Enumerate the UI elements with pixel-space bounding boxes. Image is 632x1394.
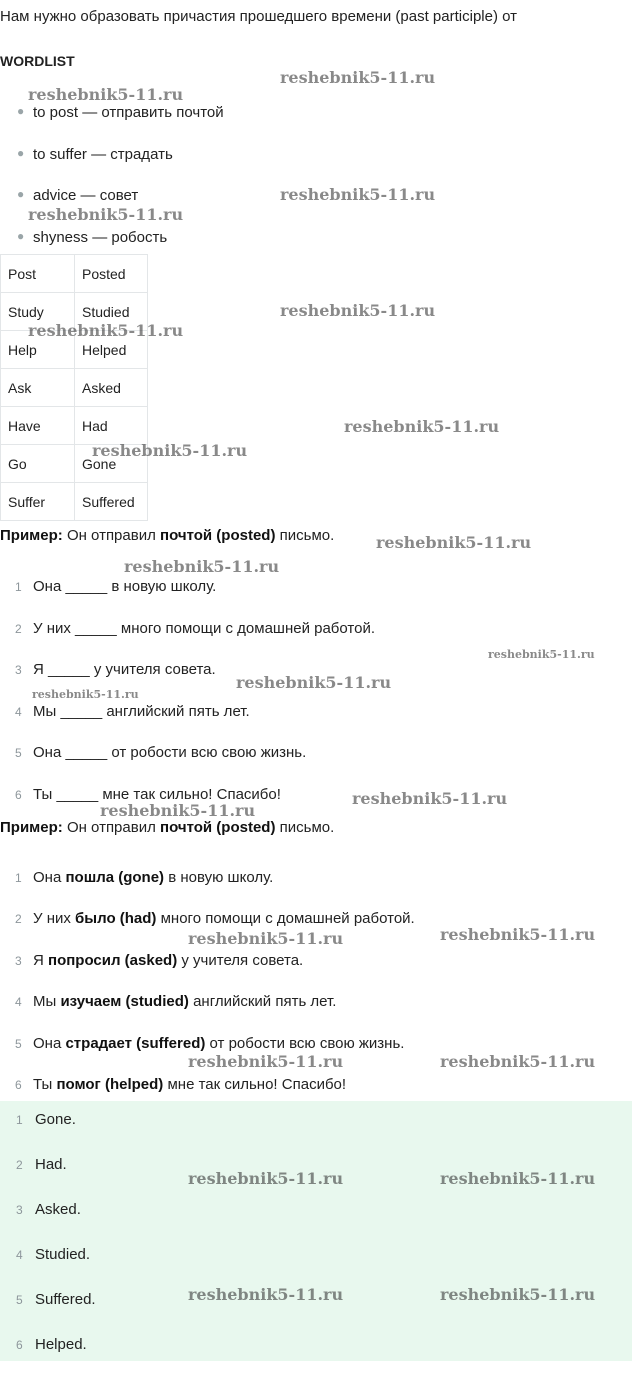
item-number: 6 (15, 1078, 22, 1092)
watermark: reshebnik5-11.ru (28, 205, 184, 224)
table-cell-base: Help (1, 331, 75, 369)
table-cell-participle: Helped (75, 331, 148, 369)
answer-text: Had. (35, 1156, 67, 1173)
answer-box (0, 1101, 632, 1361)
table-cell-base: Ask (1, 369, 75, 407)
watermark: reshebnik5-11.ru (32, 688, 139, 701)
table-row (1, 255, 148, 293)
table-cell-participle: Asked (75, 369, 148, 407)
item-number: 1 (15, 871, 22, 885)
wordlist-item: ● shyness — робость (17, 229, 168, 246)
table-cell-participle: Gone (75, 445, 148, 483)
item-number: 4 (15, 705, 22, 719)
exercise-text: Она _____ от робости всю свою жизнь. (33, 744, 307, 761)
table-cell-participle: Studied (75, 293, 148, 331)
item-number: 2 (15, 622, 22, 636)
item-number: 4 (16, 1248, 23, 1262)
watermark: reshebnik5-11.ru (188, 1169, 344, 1188)
watermark: reshebnik5-11.ru (28, 85, 184, 104)
wordlist-title: WORDLIST (0, 53, 75, 69)
table-row (1, 369, 148, 407)
watermark: reshebnik5-11.ru (352, 789, 508, 808)
bullet-icon: ● (17, 104, 25, 118)
wordlist-item: ● to post — отправить почтой (17, 104, 224, 121)
watermark: reshebnik5-11.ru (280, 301, 436, 320)
watermark: reshebnik5-11.ru (28, 321, 184, 340)
watermark: reshebnik5-11.ru (188, 1285, 344, 1304)
example-line: Пример: Он отправил почтой (posted) письмо. (0, 819, 335, 836)
table-cell-base: Study (1, 293, 75, 331)
table-row (1, 407, 148, 445)
example-line: Пример: Он отправил почтой (posted) письмо. (0, 527, 335, 544)
watermark: reshebnik5-11.ru (236, 673, 392, 692)
table-cell-participle: Suffered (75, 483, 148, 521)
verb-table (0, 254, 148, 521)
answer-text: Suffered. (35, 1291, 96, 1308)
item-number: 1 (15, 580, 22, 594)
answer-text: Gone. (35, 1111, 76, 1128)
item-number: 6 (16, 1338, 23, 1352)
item-number: 2 (16, 1158, 23, 1172)
watermark: reshebnik5-11.ru (188, 1052, 344, 1071)
watermark: reshebnik5-11.ru (280, 68, 436, 87)
item-number: 2 (15, 912, 22, 926)
item-number: 3 (15, 663, 22, 677)
table-cell-base: Suffer (1, 483, 75, 521)
table-cell-participle: Had (75, 407, 148, 445)
bullet-icon: ● (17, 187, 25, 201)
table-cell-base: Go (1, 445, 75, 483)
item-number: 5 (16, 1293, 23, 1307)
watermark: reshebnik5-11.ru (344, 417, 500, 436)
intro-text: Нам нужно образовать причастия прошедшего времени (past participle) от (0, 8, 518, 25)
exercise-text: Мы _____ английский пять лет. (33, 703, 250, 720)
exercise-text: Я _____ у учителя совета. (33, 661, 216, 678)
item-number: 5 (15, 746, 22, 760)
wordlist-item: ● to suffer — страдать (17, 146, 173, 163)
item-number: 5 (15, 1037, 22, 1051)
answer-text: Helped. (35, 1336, 87, 1353)
table-cell-base: Have (1, 407, 75, 445)
watermark: reshebnik5-11.ru (100, 801, 256, 820)
item-number: 4 (15, 995, 22, 1009)
table-row (1, 483, 148, 521)
wordlist-item: ● advice — совет (17, 187, 139, 204)
exercise-text: Она _____ в новую школу. (33, 578, 217, 595)
answer-text: Asked. (35, 1201, 81, 1218)
answer-text: Studied. (35, 1246, 91, 1263)
bullet-icon: ● (17, 229, 25, 243)
item-number: 1 (16, 1113, 23, 1127)
exercise-text: Ты _____ мне так сильно! Спасибо! (33, 786, 281, 803)
table-cell-participle: Posted (75, 255, 148, 293)
watermark: reshebnik5-11.ru (440, 1052, 596, 1071)
table-cell-base: Post (1, 255, 75, 293)
watermark: reshebnik5-11.ru (440, 925, 596, 944)
watermark: reshebnik5-11.ru (440, 1285, 596, 1304)
item-number: 6 (15, 788, 22, 802)
watermark: reshebnik5-11.ru (280, 185, 436, 204)
item-number: 3 (15, 954, 22, 968)
watermark: reshebnik5-11.ru (376, 533, 532, 552)
watermark: reshebnik5-11.ru (92, 441, 248, 460)
item-number: 3 (16, 1203, 23, 1217)
watermark: reshebnik5-11.ru (188, 929, 344, 948)
watermark: reshebnik5-11.ru (440, 1169, 596, 1188)
exercise-text: У них _____ много помощи с домашней работой. (33, 620, 376, 637)
watermark: reshebnik5-11.ru (124, 557, 280, 576)
bullet-icon: ● (17, 146, 25, 160)
watermark: reshebnik5-11.ru (488, 648, 595, 661)
